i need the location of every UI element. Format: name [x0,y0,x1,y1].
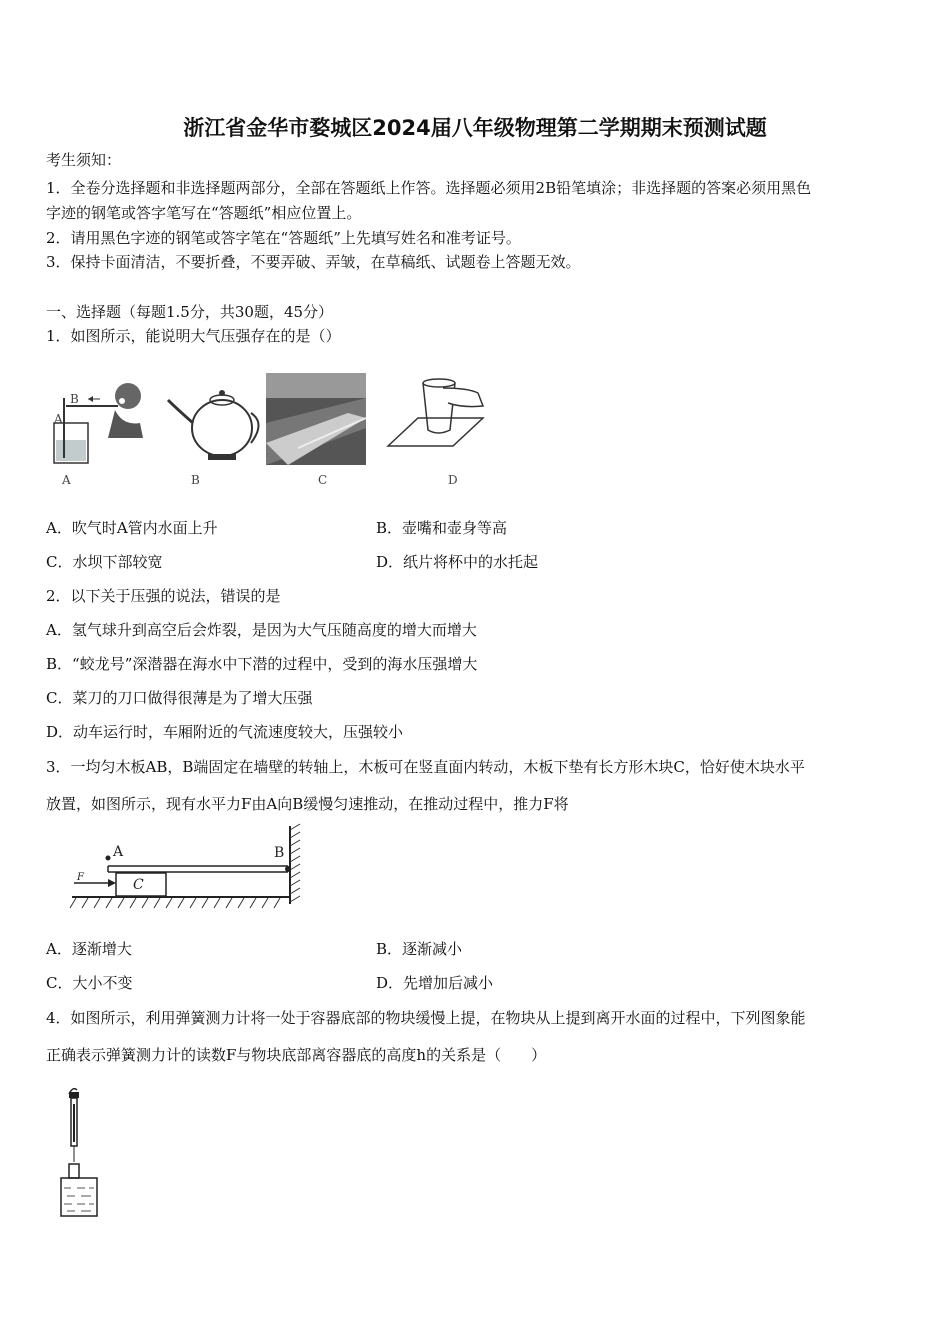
notice-item-2: 2．请用黑色字迹的钢笔或答字笔在“答题纸”上先填写姓名和准考证号。 [46,229,521,247]
question-1-option-d: D．纸片将杯中的水托起 [376,553,539,571]
question-2-option-c: C．菜刀的刀口做得很薄是为了增大压强 [46,689,313,707]
question-4-stem-line-2: 正确表示弹簧测力计的读数F与物块底部离容器底的高度h的关系是（ ） [46,1046,547,1064]
question-2-stem: 2．以下关于压强的说法，错误的是 [46,587,281,605]
figure-q3-label-c: C [133,877,144,893]
figure-q3-label-f: F [77,872,84,883]
figure-label-a: A [62,473,71,487]
notice-item-1-line-1: 1．全卷分选择题和非选择题两部分，全部在答题纸上作答。选择题必须用2B铅笔填涂；非选择题的答案必须用黑色 [46,179,812,197]
figure-label-b: B [191,473,200,487]
figure-q3-label-a: A [113,844,124,860]
question-3-option-b: B．逐渐减小 [376,940,463,958]
figure-label-c: C [318,473,328,487]
figure-q3-label-b: B [274,845,285,861]
notice-item-3: 3．保持卡面清洁，不要折叠，不要弄破、弄皱，在草稿纸、试题卷上答题无效。 [46,253,581,271]
notice-item-1-line-2: 字迹的钢笔或答字笔写在“答题纸”相应位置上。 [46,204,362,222]
section-heading: 一、选择题（每题1.5分，共30题，45分） [46,303,334,321]
question-1-figures [48,368,508,493]
question-1-option-b: B．壶嘴和壶身等高 [376,519,508,537]
question-1-option-a: A．吹气时A管内水面上升 [46,519,218,537]
figure-d-cup-paper [388,379,483,487]
question-3-stem-line-2: 放置，如图所示，现有水平力F由A向B缓慢匀速推动，在推动过程中，推力F将 [46,795,569,813]
question-2-option-a: A．氢气球升到高空后会炸裂，是因为大气压随高度的增大而增大 [46,621,477,639]
page-title: 浙江省金华市婺城区2024届八年级物理第二学期期末预测试题 [183,116,767,140]
figure-a-blowing-tube [53,383,143,487]
figure-c-dam-photo [266,373,366,487]
figure-a-mark-a: A [54,412,63,426]
question-3-figure [60,822,320,917]
question-3-option-c: C．大小不变 [46,974,133,992]
question-2-option-d: D．动车运行时，车厢附近的气流速度较大，压强较小 [46,723,404,741]
notice-heading: 考生须知： [46,151,122,169]
figure-b-teapot [168,390,259,487]
figure-a-mark-b: B [70,392,79,406]
figure-label-d: D [448,473,458,487]
question-3-option-a: A．逐渐增大 [46,940,132,958]
question-4-figure [55,1082,105,1222]
question-3-stem-line-1: 3．一均匀木板AB，B端固定在墙壁的转轴上，木板可在竖直面内转动，木板下垫有长方形木块C，恰好使木块水平 [46,758,805,776]
question-1-stem: 1．如图所示，能说明大气压强存在的是（） [46,327,341,345]
question-2-option-b: B．“蛟龙号”深潜器在海水中下潜的过程中，受到的海水压强增大 [46,655,478,673]
question-1-option-c: C．水坝下部较宽 [46,553,163,571]
question-4-stem-line-1: 4．如图所示，利用弹簧测力计将一处于容器底部的物块缓慢上提，在物块从上提到离开水面的过程中，下列图象能 [46,1009,806,1027]
question-3-option-d: D．先增加后减小 [376,974,494,992]
